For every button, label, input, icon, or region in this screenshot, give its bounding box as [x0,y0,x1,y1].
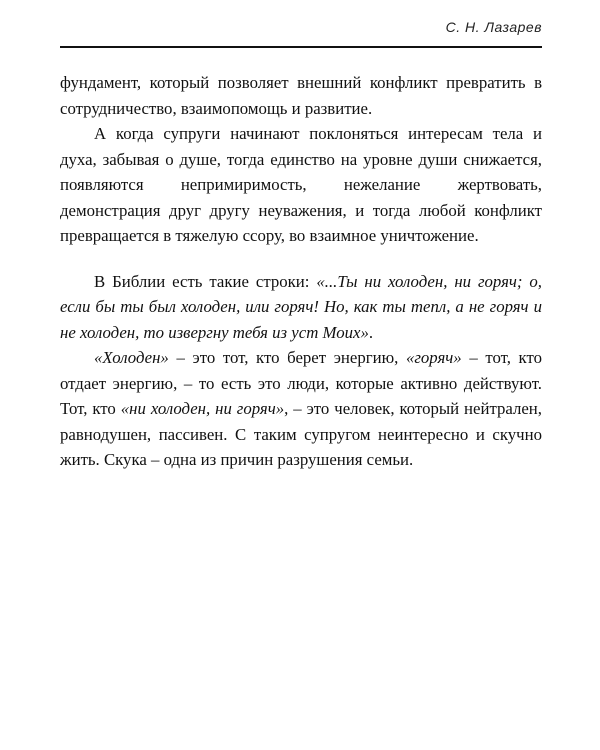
paragraph-4-text-2: – тот, кто отдает энергию, – то есть это люди, которые активно действуют. Тот, кто [60,348,542,418]
paragraph-2: А когда супруги начинают поклоняться интересам тела и духа, забывая о душе, тогда единство на уровне души снижается, появляются непримиримость, нежелание жертвовать, демонстрация друг другу неуважения, и тогда любой конфликт превращается в тяжелую ссору, во взаимное уничтожение. [60,124,542,245]
paragraph-gap [60,249,542,269]
quote-hot: «горяч» [405,348,462,367]
paragraph-3-intro: В Библии есть такие строки: [94,271,317,291]
running-header [60,16,542,48]
quote-neither: «ни холоден, ни горяч» [120,399,285,418]
paragraph-1: фундамент, который позволяет внешний конфликт превратить в сотрудничество, взаимопомощь и развитие. [60,73,542,118]
paragraph-4-text-1: – это тот, кто берет энергию, [168,348,406,367]
running-header-title: С. Н. Лазарев [445,19,542,35]
paragraph-4-text-3: , – это человек, который нейтрален, равнодушен, пассивен. С таким супругом неинтересно и скучно жить. Скука – одна из причин разрушения семьи. [60,399,542,469]
bible-quote: «...Ты ни холоден, ни горяч; о, если бы ты был холоден, или горяч! Но, как ты тепл, а не горяч и не холоден, то извергну тебя из уст Моих» [60,271,542,342]
paragraph-3 [60,269,542,346]
paragraph-3-end: . [368,322,374,342]
page-body [60,70,542,473]
paragraph-4 [60,345,542,473]
quote-cold: «Холоден» [94,348,169,367]
